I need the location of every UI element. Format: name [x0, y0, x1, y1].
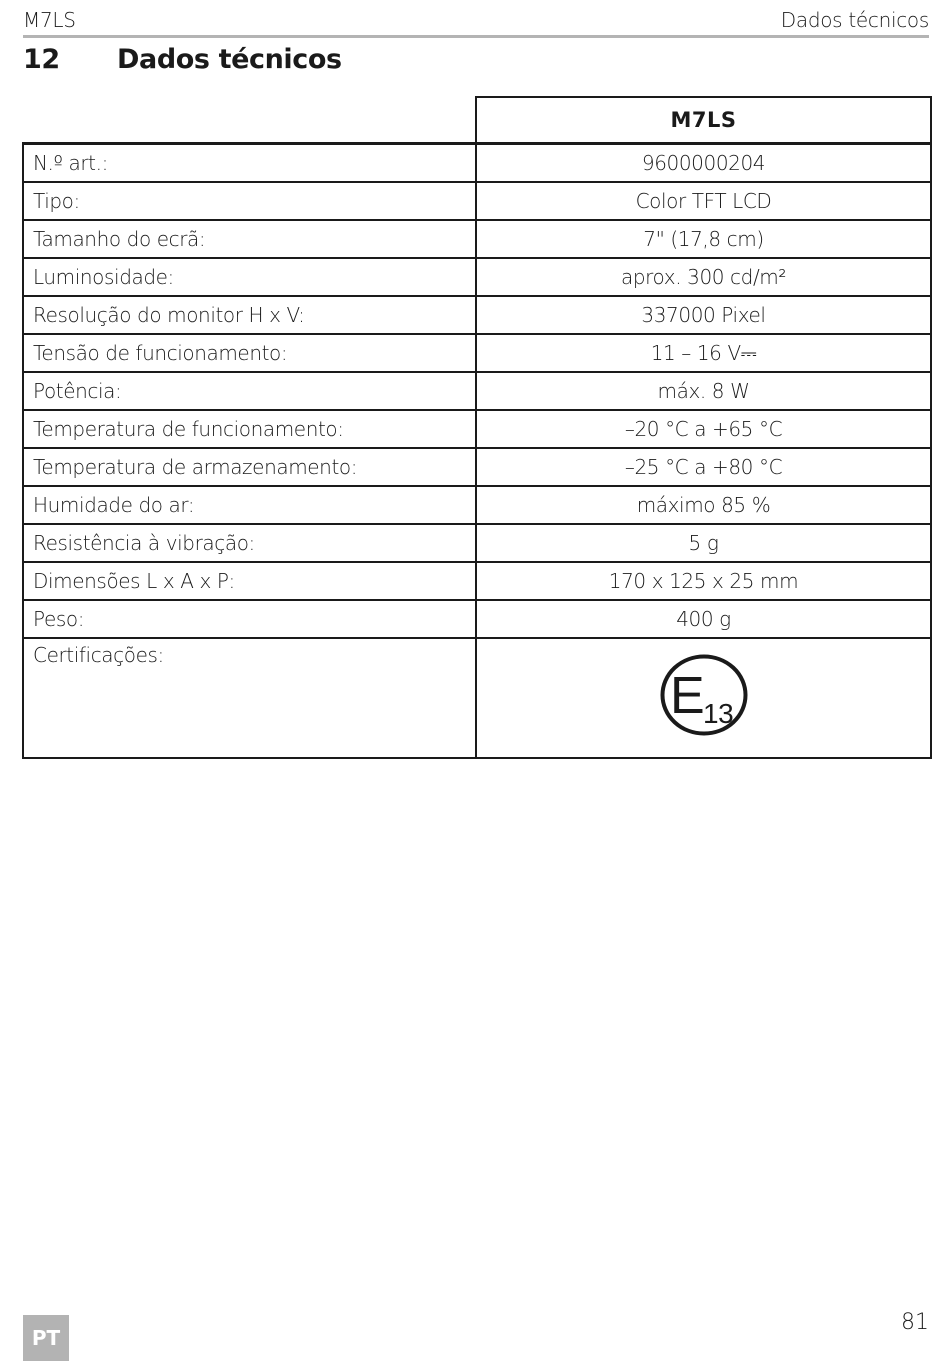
e13-certification-number: 13 [702, 698, 733, 729]
row-label: Tensão de funcionamento: [23, 334, 476, 372]
row-label: Luminosidade: [23, 258, 476, 296]
row-value: aprox. 300 cd/m² [476, 258, 931, 296]
section-title: Dados técnicos [117, 44, 342, 75]
table-row [23, 372, 931, 410]
row-value: 5 g [476, 524, 931, 562]
row-value: 9600000204 [476, 144, 931, 183]
row-value: 11 – 16 V⎓ [476, 334, 931, 372]
table-row [23, 562, 931, 600]
row-label: Temperatura de armazenamento: [23, 448, 476, 486]
certifications-value [476, 638, 931, 758]
row-label: Dimensões L x A x P: [23, 562, 476, 600]
table-row [23, 334, 931, 372]
row-label: Humidade do ar: [23, 486, 476, 524]
language-badge: PT [23, 1315, 69, 1361]
table-row [23, 144, 931, 183]
table-row [23, 410, 931, 448]
row-label: Potência: [23, 372, 476, 410]
row-value: Color TFT LCD [476, 182, 931, 220]
table-row [23, 182, 931, 220]
row-label: Temperatura de funcionamento: [23, 410, 476, 448]
technical-data-table [22, 96, 932, 759]
table-row [23, 296, 931, 334]
row-value: 170 x 125 x 25 mm [476, 562, 931, 600]
e13-certification-letter: E [669, 667, 704, 725]
row-label: Peso: [23, 600, 476, 638]
table-row [23, 448, 931, 486]
row-value: –20 °C a +65 °C [476, 410, 931, 448]
certifications-label: Certificações: [23, 638, 476, 758]
table-header-row [23, 97, 931, 144]
page-number: 81 [901, 1310, 929, 1335]
row-value: 7" (17,8 cm) [476, 220, 931, 258]
table-row [23, 258, 931, 296]
row-label: Tipo: [23, 182, 476, 220]
table-header-blank-cell [23, 97, 476, 144]
row-value: 337000 Pixel [476, 296, 931, 334]
table-row [23, 220, 931, 258]
table-header-model: M7LS [476, 97, 931, 144]
row-label: Resistência à vibração: [23, 524, 476, 562]
running-header [23, 6, 929, 38]
table-row [23, 486, 931, 524]
header-product-name: M7LS [23, 8, 76, 32]
section-number: 12 [23, 44, 60, 75]
table-row [23, 600, 931, 638]
certifications-row [23, 638, 931, 758]
e13-certification-icon [659, 653, 749, 737]
table-row [23, 524, 931, 562]
row-value: máximo 85 % [476, 486, 931, 524]
row-value: –25 °C a +80 °C [476, 448, 931, 486]
row-value: máx. 8 W [476, 372, 931, 410]
row-value: 400 g [476, 600, 931, 638]
row-label: N.º art.: [23, 144, 476, 183]
row-label: Tamanho do ecrã: [23, 220, 476, 258]
header-section-name: Dados técnicos [780, 8, 929, 32]
row-label: Resolução do monitor H x V: [23, 296, 476, 334]
